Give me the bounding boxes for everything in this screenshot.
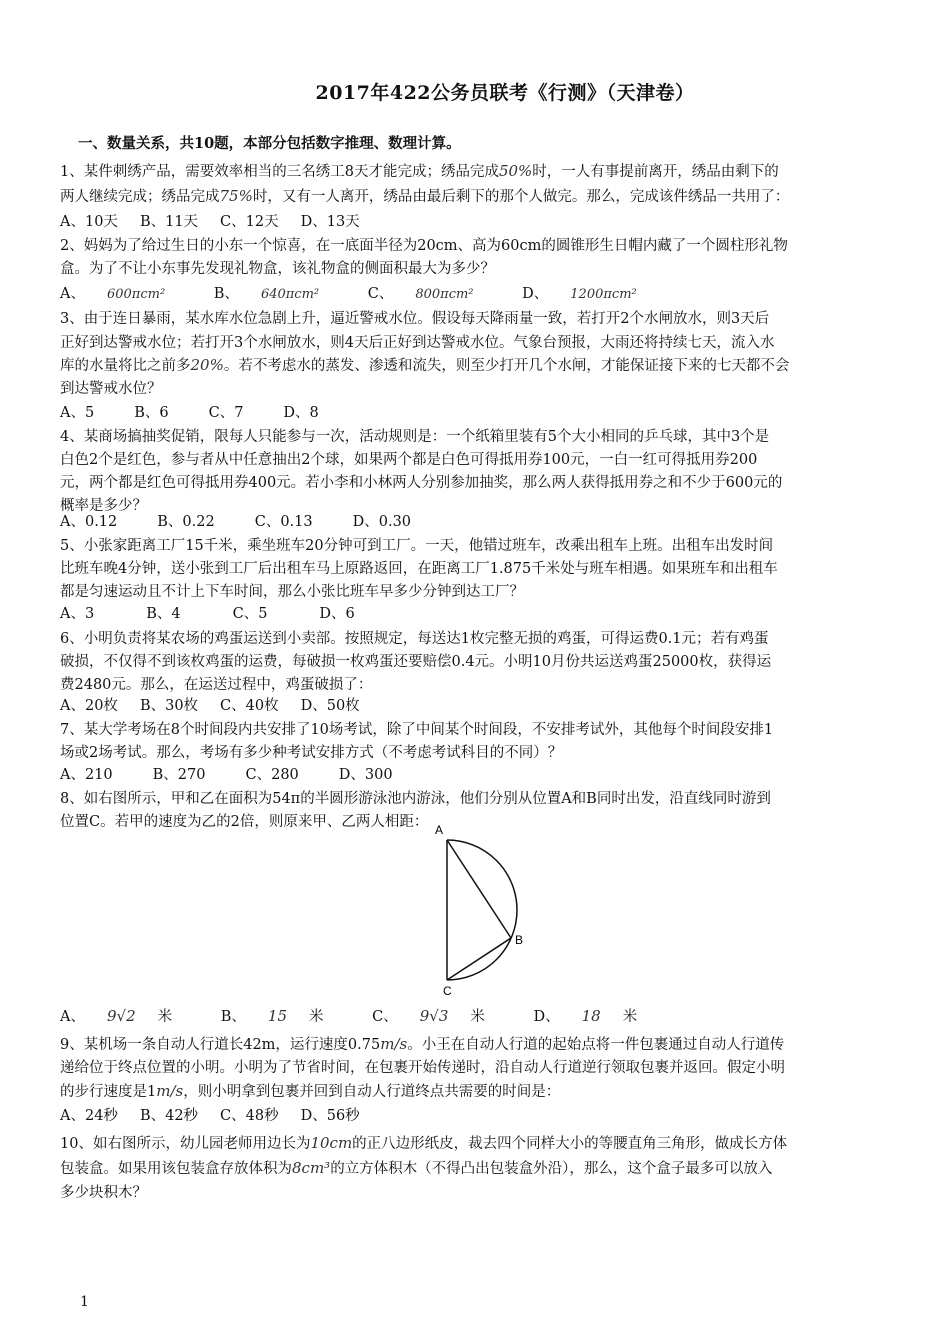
option-c: C、40枚 [220,698,279,714]
question-2-options [60,282,681,303]
question-5-line-2: 比班车晚4分钟，送小张到工厂后出租车马上原路返回，在距离工厂1.875千米处与班车相遇。如果班车和出租车 [60,561,778,577]
question-4-line-4: 概率是多少？ [60,498,147,514]
question-1-line-2: 两人继续完成；绣品完成75%时，又有一人离开，绣品由最后剩下的那个人做完。那么，完成该件绣品一共用了： [60,187,790,205]
question-4-line-2: 白色2个是红色，参与者从中任意抽出2个球，如果两个都是白色可得抵用券100元，一白一红可得抵用券200 [60,452,758,468]
semicircle-arc [447,840,517,980]
option-b: B、11天 [139,214,199,230]
percent-75: 75% [219,187,253,205]
option-a: A、3 [60,606,95,622]
question-2-line-1: 2、妈妈为了给过生日的小东一个惊喜，在一底面半径为20cm、高为60cm的圆锥形生日帽内藏了一个圆柱形礼物 [60,238,788,254]
question-6-line-1: 6、小明负责将某农场的鸡蛋运送到小卖部。按照规定，每送达1枚完整无损的鸡蛋，可得运费0.1元；若有鸡蛋 [60,631,769,647]
option-a: A、0.12 [60,514,118,530]
question-9-line-3: 的步行速度是1m/s，则小明拿到包裹并回到自动人行道终点共需要的时间是： [60,1082,561,1100]
option-d: D、56秒 [300,1108,360,1124]
question-3-line-3: 库的水量将比之前多20%。若不考虑水的蒸发、渗透和流失，则至少打开几个水闸，才能保证接下来的七天都不会 [60,356,790,374]
option-b: B、6 [134,405,169,421]
page-number: 1 [80,1294,89,1310]
question-7-line-1: 7、某大学考场在8个时间段内共安排了10场考试，除了中间某个时间段，不安排考试外，其他每个时间段安排1 [60,722,774,738]
label-b: B [515,933,524,947]
question-9-options [60,1104,382,1125]
option-a: A、24秒 [60,1108,118,1124]
question-9-line-2: 递给位于终点位置的小明。小明为了节省时间，在包裹开始传递时，沿自动人行道逆行领取包裹并返回。假定小明 [60,1060,785,1076]
question-9-line-1: 9、某机场一条自动人行道长42m，运行速度0.75m/s。小王在自动人行道的起始点将一件包裹通过自动人行道传 [60,1035,785,1053]
option-b: B、30枚 [139,698,199,714]
semicircle-figure [425,820,535,1000]
option-a: A、20枚 [60,698,118,714]
question-8-line-1: 8、如右图所示，甲和乙在面积为54π的半圆形游泳池内游泳，他们分别从位置A和B同时出发，沿直线同时游到 [60,791,771,807]
unit-mps: m/s [156,1082,184,1100]
question-3-options [60,401,341,422]
percent-20: 20% [190,356,224,374]
option-b: B、 640πcm² [213,286,320,302]
question-3-line-1: 3、由于连日暴雨，某水库水位急剧上升，逼近警戒水位。假设每天降雨量一致，若打开2个水闸放水，则3天后 [60,311,770,327]
label-a: A [435,823,444,837]
length-10cm: 10cm [310,1134,353,1152]
question-4-options [60,510,433,531]
option-a: A、 9√2 米 [60,1007,173,1025]
question-7-options [60,763,415,784]
question-6-options [60,694,382,715]
chord-ab [447,840,511,938]
option-b: B、0.22 [157,514,215,530]
volume-8cm3: 8cm³ [292,1159,331,1177]
question-5-line-3: 都是匀速运动且不计上下车时间，那么小张比班车早多少分钟到达工厂？ [60,584,524,600]
option-c: C、12天 [220,214,279,230]
option-d: D、 18 米 [533,1007,638,1025]
option-d: D、300 [338,767,393,783]
option-c: C、7 [208,405,244,421]
question-3-line-4: 到达警戒水位？ [60,381,162,397]
option-d: D、13天 [300,214,360,230]
option-a: A、210 [60,767,113,783]
option-b: B、 15 米 [220,1007,324,1025]
option-d: D、 1200πcm² [522,286,637,302]
option-a: A、 600πcm² [60,286,166,302]
question-8-options [60,1005,681,1026]
question-3-line-2: 正好到达警戒水位；若打开3个水闸放水，则4天后正好到达警戒水位。气象台预报，大雨还将持续七天，流入水 [60,335,775,351]
question-10-line-1: 10、如右图所示，幼儿园老师用边长为10cm的正八边形纸皮，裁去四个同样大小的等腰直角三角形，做成长方体 [60,1134,788,1152]
question-6-line-2: 破损，不仅得不到该枚鸡蛋的运费，每破损一枚鸡蛋还要赔偿0.4元。小明10月份共运送鸡蛋25000枚，获得运 [60,654,772,670]
option-c: C、280 [245,767,299,783]
option-a: A、10天 [60,214,118,230]
question-2-line-2: 盒。为了不让小东事先发现礼物盒，该礼物盒的侧面积最大为多少？ [60,261,495,277]
question-4-line-1: 4、某商场搞抽奖促销，限每人只能参与一次，活动规则是：一个纸箱里装有5个大小相同的乒乓球，其中3个是 [60,429,770,445]
option-c: C、 9√3 米 [372,1007,485,1025]
option-c: C、5 [232,606,268,622]
chord-bc [447,938,511,980]
label-c: C [443,984,452,998]
option-d: D、8 [283,405,319,421]
question-6-line-3: 费2480元。那么，在运送过程中，鸡蛋破损了： [60,677,373,693]
unit-mps: m/s [380,1035,408,1053]
section-heading: 一、数量关系，共10题，本部分包括数字推理、数理计算。 [78,135,461,152]
option-c: C、0.13 [254,514,313,530]
question-1-line-1: 1、某件刺绣产品，需要效率相当的三名绣工8天才能完成；绣品完成50%时，一人有事提前离开，绣品由剩下的 [60,162,779,180]
page-title: 2017年422公务员联考《行测》（天津卷） [315,82,695,104]
question-8-line-2: 位置C。若甲的速度为乙的2倍，则原来甲、乙两人相距： [60,814,429,830]
option-b: B、4 [146,606,181,622]
option-a: A、5 [60,405,95,421]
option-d: D、6 [319,606,355,622]
question-4-line-3: 元，两个都是红色可得抵用券400元。若小李和小林两人分别参加抽奖，那么两人获得抵用券之和不少于600元的 [60,475,783,491]
question-5-line-1: 5、小张家距离工厂15千米，乘坐班车20分钟可到工厂。一天，他错过班车，改乘出租车上班。出租车出发时间 [60,538,774,554]
option-c: C、48秒 [220,1108,279,1124]
option-c: C、 800πcm² [367,286,474,302]
question-7-line-2: 场或2场考试。那么，考场有多少种考试安排方式（不考虑考试科目的不同）？ [60,745,563,761]
percent-50: 50% [498,162,533,180]
question-5-options [60,602,377,623]
question-1-options [60,210,382,231]
option-b: B、270 [152,767,206,783]
option-d: D、0.30 [352,514,412,530]
question-10-line-3: 多少块积木？ [60,1185,147,1201]
option-b: B、42秒 [139,1108,199,1124]
option-d: D、50枚 [300,698,360,714]
question-10-line-2: 包装盒。如果用该包装盒存放体积为8cm³的立方体积木（不得凸出包装盒外沿），那么，这个盒子最多可以放入 [60,1159,773,1177]
